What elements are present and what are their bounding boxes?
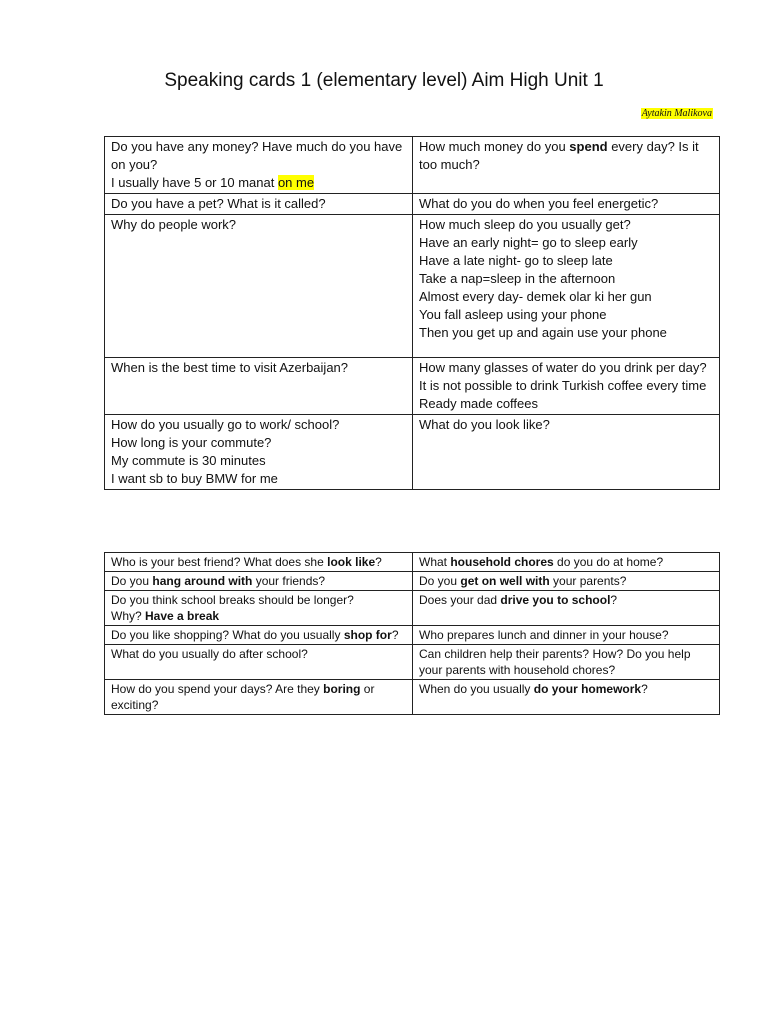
bold-phrase: drive you to school (500, 593, 611, 607)
table-row (105, 215, 720, 358)
cell-text: When do you usually (419, 682, 534, 696)
bold-phrase: boring (323, 682, 361, 696)
cell-text: ? (641, 682, 648, 696)
table-cell (413, 137, 720, 194)
cell-text: Take a nap=sleep in the afternoon (419, 271, 616, 286)
table-cell (105, 680, 413, 715)
author-name: Aytakin Malikova (641, 108, 712, 119)
cell-text (111, 174, 406, 192)
cell-text: How do you spend your days? Are they (111, 682, 324, 696)
table-cell (413, 553, 720, 572)
cell-text: or exciting? (111, 682, 375, 712)
cell-text: your parents? (549, 574, 627, 588)
cell-text: Almost every day- demek olar ki her gun (419, 289, 652, 304)
table-row (105, 194, 720, 215)
table-row (105, 553, 720, 572)
cell-text: How long is your commute? (111, 435, 272, 450)
table-cell: What do you do when you feel energetic? (413, 194, 720, 215)
bold-phrase: hang around with (152, 574, 253, 588)
table-cell (105, 591, 413, 626)
cell-text: My commute is 30 minutes (111, 453, 266, 468)
cell-text: do you do at home? (553, 555, 664, 569)
table-row (105, 415, 720, 490)
table-cell (105, 626, 413, 645)
table-cell (105, 553, 413, 572)
bold-phrase: look like (327, 555, 376, 569)
cell-text: your friends? (252, 574, 326, 588)
speaking-cards-table-1 (104, 136, 720, 490)
cell-text: Have an early night= go to sleep early (419, 235, 638, 250)
table-row (105, 572, 720, 591)
bold-phrase: get on well with (460, 574, 550, 588)
table-cell: Why do people work? (105, 215, 413, 358)
table-cell: Who prepares lunch and dinner in your house? (413, 626, 720, 645)
cell-text: Do you like shopping? What do you usually (111, 628, 344, 642)
table-row (105, 137, 720, 194)
table-cell: Do you have a pet? What is it called? (105, 194, 413, 215)
bold-phrase: Have a break (145, 609, 220, 623)
cell-text: Do you think school breaks should be longer? (111, 593, 354, 607)
cell-text: Then you get up and again use your phone (419, 325, 667, 340)
table-cell: What do you look like? (413, 415, 720, 490)
speaking-cards-table-2 (104, 552, 720, 715)
table-row (105, 626, 720, 645)
table-cell: Can children help their parents? How? Do you help your parents with household chores? (413, 645, 720, 680)
cell-text: I usually have 5 or 10 manat (111, 175, 278, 190)
bold-phrase: household chores (450, 555, 554, 569)
table-cell (105, 415, 413, 490)
cell-text: How much money do you (419, 139, 570, 154)
table-row (105, 358, 720, 415)
table-cell (413, 358, 720, 415)
table-cell (413, 591, 720, 626)
highlighted-text: on me (277, 175, 315, 190)
cell-text: Ready made coffees (419, 396, 538, 411)
cell-text: Does your dad (419, 593, 501, 607)
cell-text: I want sb to buy BMW for me (111, 471, 278, 486)
cell-text: What (419, 555, 451, 569)
cell-text: It is not possible to drink Turkish coffee every time (419, 378, 707, 393)
table-cell (105, 137, 413, 194)
table-cell (413, 215, 720, 358)
cell-text: Who is your best friend? What does she (111, 555, 328, 569)
cell-text: Do you (419, 574, 461, 588)
bold-phrase: spend (569, 139, 608, 154)
table-cell (413, 680, 720, 715)
cell-text: every day? Is it too much? (419, 139, 699, 172)
table-row (105, 680, 720, 715)
bold-phrase: do your homework (533, 682, 642, 696)
cell-text: ? (391, 628, 399, 642)
table-row (105, 591, 720, 626)
cell-text: ? (375, 555, 382, 569)
cell-text: Do you have any money? Have much do you have on you? (111, 139, 403, 172)
table-row (105, 645, 720, 680)
table-cell: When is the best time to visit Azerbaijan? (105, 358, 413, 415)
table-cell (105, 572, 413, 591)
cell-text: Have a late night- go to sleep late (419, 253, 613, 268)
table-cell: What do you usually do after school? (105, 645, 413, 680)
cell-text: You fall asleep using your phone (419, 307, 607, 322)
bold-phrase: shop for (343, 628, 392, 642)
cell-text (111, 608, 406, 624)
cell-text: Why? (111, 609, 146, 623)
cell-text: How much sleep do you usually get? (419, 217, 631, 232)
document-title: Speaking cards 1 (elementary level) Aim High Unit 1 (164, 70, 604, 91)
cell-text: Do you (111, 574, 153, 588)
cell-text: ? (610, 593, 618, 607)
table-cell (413, 572, 720, 591)
cell-text: How do you usually go to work/ school? (111, 417, 340, 432)
cell-text: How many glasses of water do you drink per day? (419, 360, 707, 375)
